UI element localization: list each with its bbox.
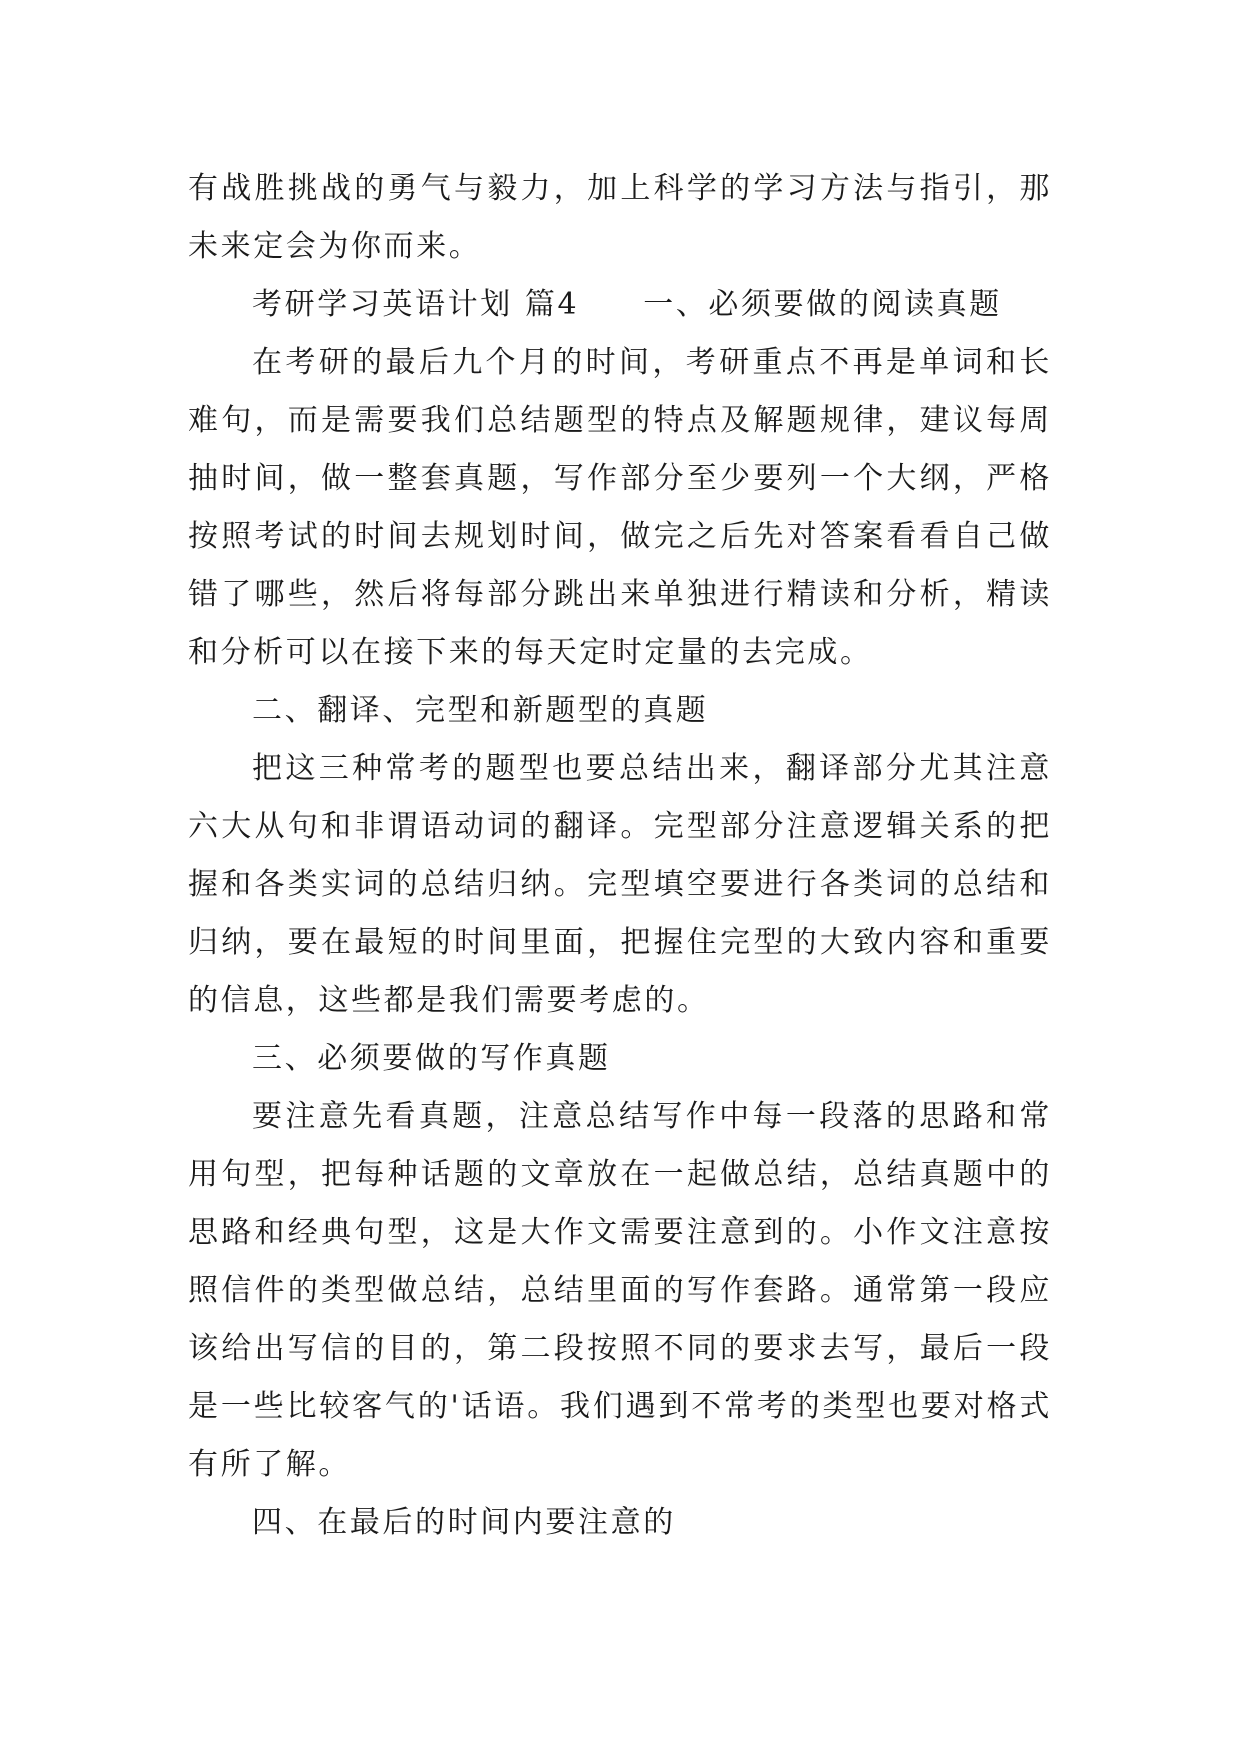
article-title: 考研学习英语计划 篇4 [252, 287, 580, 322]
paragraph-continuation: 有战胜挑战的勇气与毅力，加上科学的学习方法与指引，那未来定会为你而来。 [188, 171, 1052, 264]
document-body [188, 160, 1052, 1552]
paragraph-translation: 把这三种常考的题型也要总结出来，翻译部分尤其注意六大从句和非谓语动词的翻译。完型部分注意逻辑关系的把握和各类实词的总结归纳。完型填空要进行各类词的总结和归纳，要在最短的时间里面，把握住完型的大致内容和重要的信息，这些都是我们需要考虑的。 [188, 751, 1052, 1018]
paragraph-reading: 在考研的最后九个月的时间，考研重点不再是单词和长难句，而是需要我们总结题型的特点及解题规律，建议每周抽时间，做一整套真题，写作部分至少要列一个大纲，严格按照考试的时间去规划时间，做完之后先对答案看看自己做错了哪些，然后将每部分跳出来单独进行精读和分析，精读和分析可以在接下来的每天定时定量的去完成。 [188, 345, 1052, 670]
section-title-line [188, 276, 1052, 334]
section-heading-translation: 二、翻译、完型和新题型的真题 [252, 693, 709, 728]
section-heading-writing: 三、必须要做的写作真题 [252, 1041, 611, 1076]
paragraph-writing: 要注意先看真题，注意总结写作中每一段落的思路和常用句型，把每种话题的文章放在一起做总结，总结真题中的思路和经典句型，这是大作文需要注意到的。小作文注意按照信件的类型做总结，总结里面的写作套路。通常第一段应该给出写信的目的，第二段按照不同的要求去写，最后一段是一些比较客气的'话语。我们遇到不常考的类型也要对格式有所了解。 [188, 1099, 1052, 1482]
section-heading-final: 四、在最后的时间内要注意的 [252, 1505, 676, 1540]
section-heading-reading: 一、必须要做的阅读真题 [643, 287, 1002, 322]
